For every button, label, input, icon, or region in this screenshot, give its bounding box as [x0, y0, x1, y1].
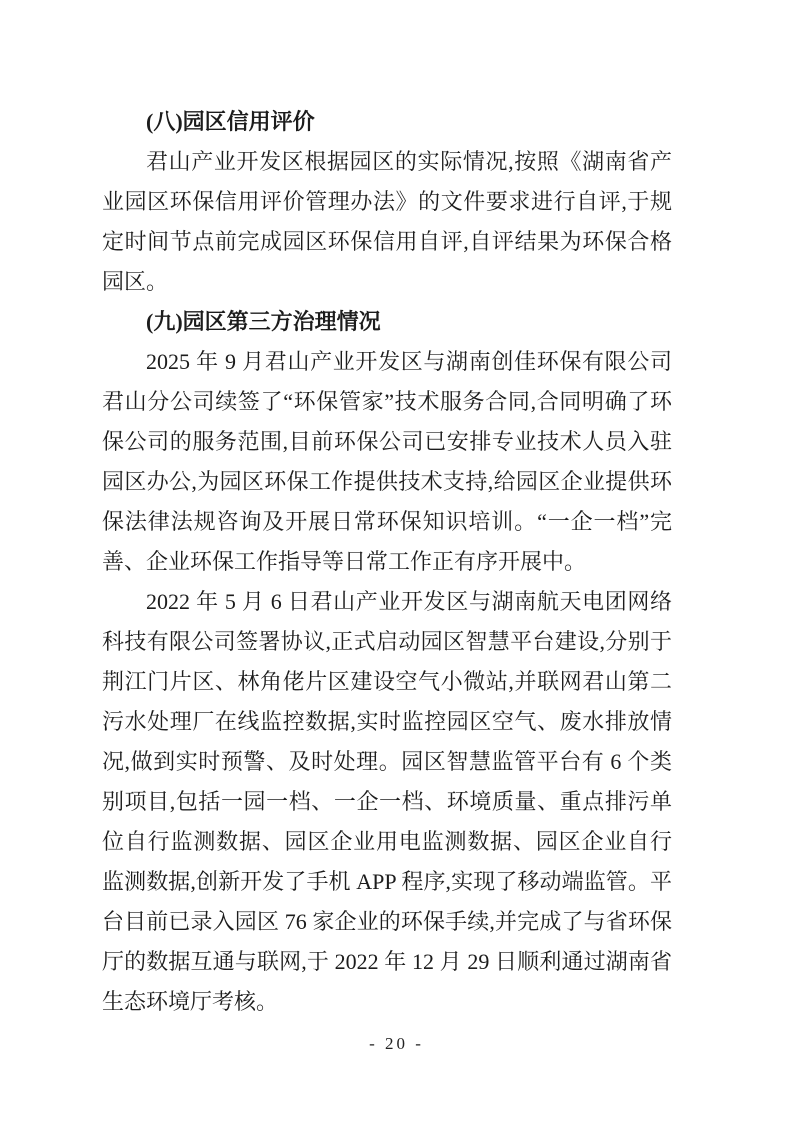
- page-number: - 20 -: [369, 1034, 424, 1053]
- body-paragraph: 2025 年 9 月君山产业开发区与湖南创佳环保有限公司君山分公司续签了“环保管家”技术服务合同,合同明确了环保公司的服务范围,目前环保公司已安排专业技术人员入驻园区办公,为园区环保工作提供技术支持,给园区企业提供环保法律法规咨询及开展日常环保知识培训。“一企一档”完善、企业环保工作指导等日常工作正有序开展中。: [102, 349, 672, 574]
- section-heading: (九)园区第三方治理情况: [146, 309, 381, 334]
- document-content: [102, 102, 672, 1022]
- section-heading: (八)园区信用评价: [146, 109, 315, 134]
- body-paragraph: 君山产业开发区根据园区的实际情况,按照《湖南省产业园区环保信用评价管理办法》的文件要求进行自评,于规定时间节点前完成园区环保信用自评,自评结果为环保合格园区。: [102, 149, 672, 294]
- body-paragraph: 2022 年 5 月 6 日君山产业开发区与湖南航天电团网络科技有限公司签署协议,正式启动园区智慧平台建设,分别于荆江门片区、林角佬片区建设空气小微站,并联网君山第二污水处理厂在线监控数据,实时监控园区空气、废水排放情况,做到实时预警、及时处理。园区智慧监管平台有 6 个类别项目,包括一园一档、一企一档、环境质量、重点排污单位自行监测数据、园区企业用电监测数据、园区企业自行监测数据,创新开发了手机 APP 程序,实现了移动端监管。平台目前已录入园区 76 家企业的环保手续,并完成了与省环保厅的数据互通与联网,于 2022 年 12 月 29 日顺利通过湖南省生态环境厅考核。: [102, 589, 672, 1014]
